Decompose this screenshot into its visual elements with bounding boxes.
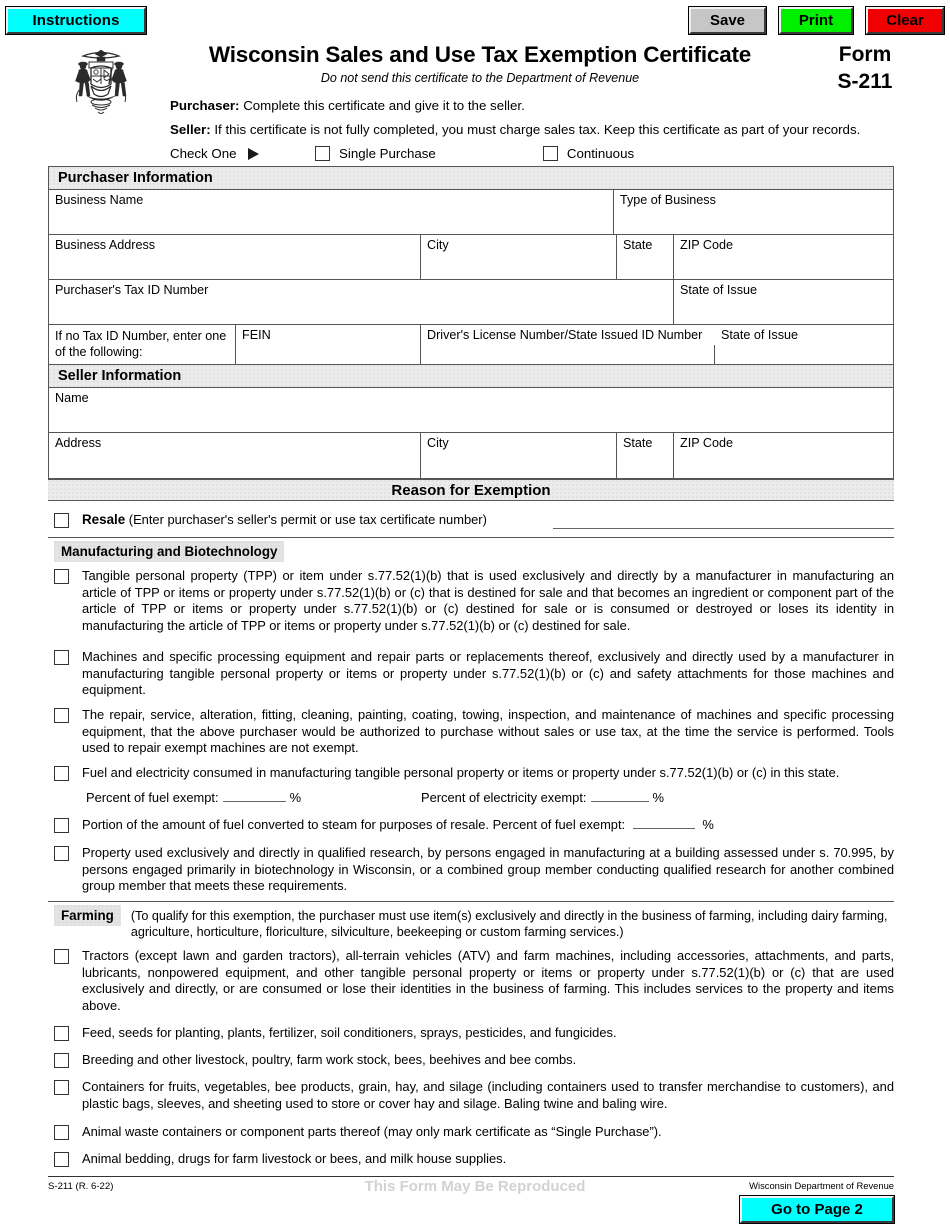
farming-item-6-checkbox[interactable] [54,1152,69,1167]
state-of-issue-field[interactable] [674,280,893,324]
purchaser-tax-id-field[interactable] [49,280,674,324]
resale-text [82,511,487,529]
seller-name-label: Name [55,391,89,405]
no-tax-id-line1: If no Tax ID Number, enter one [55,329,227,343]
business-address-label: Business Address [55,238,156,252]
reason-for-exemption-heading: Reason for Exemption [48,479,894,501]
state-of-issue-2-label: State of Issue [721,328,799,342]
farming-item-1-checkbox[interactable] [54,949,69,964]
farming-item-2-checkbox[interactable] [54,1026,69,1041]
resale-permit-number-input[interactable] [553,528,894,529]
drivers-license-label: Driver's License Number/State Issued ID Number [427,328,703,342]
reproduction-notice: This Form May Be Reproduced [364,1178,586,1195]
divider [48,901,894,902]
farming-section [54,905,894,941]
seller-instruction [170,122,860,137]
continuous-option[interactable] [543,146,634,161]
purchaser-instruction [170,98,525,113]
purchaser-information-table [48,166,894,370]
no-tax-id-line2: of the following: [55,345,143,360]
table-row [49,433,893,478]
manufacturing-item-1[interactable] [54,568,894,634]
farming-item-4-text: Containers for fruits, vegetables, bee products, grain, hay, and silage (including containers used to transfer merchandise to customers), and plastic bags, sleeves, and sheeting used to store or cover hay and silage. Baling twine and baling wire. [82,1079,894,1111]
business-address-field[interactable] [49,235,421,279]
farming-item-5-checkbox[interactable] [54,1125,69,1140]
fuel-percent-symbol: % [289,790,302,805]
electricity-percent-row [421,790,664,805]
table-row [49,280,893,325]
fuel-percent-row [86,790,301,805]
right-triangle-arrow-icon [248,148,259,160]
purchaser-tax-id-label: Purchaser's Tax ID Number [55,283,209,297]
resale-label: Resale [82,512,126,527]
check-one-label: Check One [170,146,237,161]
seller-state-field[interactable] [617,433,674,478]
farming-note-line1: (To qualify for this exemption, the purchaser must use item(s) exclusively and directly in the business of farming, including dairy [130,909,839,923]
farming-note [131,905,894,941]
farming-item-3-text: Breeding and other livestock, poultry, farm work stock, bees, beehives and bee combs. [82,1052,577,1067]
business-name-label: Business Name [55,193,144,207]
city-field[interactable] [421,235,617,279]
table-row [49,388,893,433]
seller-name-field[interactable] [49,388,893,432]
seller-city-label: City [427,436,449,450]
farming-item-2[interactable] [54,1025,894,1042]
page-subtitle: Do not send this certificate to the Department of Revenue [320,71,640,85]
type-of-business-field[interactable] [614,190,893,234]
farming-item-4-checkbox[interactable] [54,1080,69,1095]
zip-code-label: ZIP Code [680,238,733,252]
toolbar [0,0,950,36]
single-purchase-checkbox[interactable] [315,146,330,161]
farming-item-4[interactable] [54,1079,894,1112]
resale-note: (Enter purchaser's seller's permit or use tax certificate number) [128,512,487,527]
no-tax-id-instruction [49,325,236,369]
manufacturing-item-5-checkbox[interactable] [54,818,69,833]
wisconsin-state-seal-icon [65,44,137,122]
seller-instruction-text: If this certificate is not fully completed, you must charge sales tax. Keep this certificate as part of your records. [214,122,861,137]
city-label: City [427,238,449,252]
farming-item-5[interactable] [54,1124,894,1141]
manufacturing-item-5-text [82,817,714,834]
fein-field[interactable] [236,325,421,369]
manufacturing-item-6-checkbox[interactable] [54,846,69,861]
manufacturing-item-5[interactable] [54,817,894,834]
divider [48,1176,894,1177]
seller-state-label: State [623,436,653,450]
single-purchase-option[interactable] [315,146,436,161]
manufacturing-item-3-text: The repair, service, alteration, fitting, cleaning, painting, coating, towing, inspection, and maintenance of machines and specific processing equipment, that the above purchaser would be authorized to purchase without sales or use tax, at the time the service is performed. Tools used to repair exempt machines are not exempt. [82,707,894,756]
check-one-row [170,146,634,161]
farming-item-3[interactable] [54,1052,894,1069]
seller-zip-code-field[interactable] [674,433,893,478]
fuel-percent-input[interactable] [223,791,286,802]
manufacturing-item-6-text: Property used exclusively and directly in qualified research, by persons engaged in manufacturing at a building assessed under s. 70.995, by persons engaged primarily in biotechnology in Wisconsin, or a combined group member conducting qualified research for another combined group member that meets these requirements. [82,845,894,894]
steam-fuel-percent-symbol: % [702,817,714,832]
business-name-field[interactable] [49,190,614,234]
seller-zip-code-label: ZIP Code [680,436,733,450]
table-row [49,235,893,280]
type-of-business-label: Type of Business [620,193,716,207]
agency-label: Wisconsin Department of Revenue [749,1180,894,1191]
state-label: State [623,238,653,252]
form-revision-label: S-211 (R. 6-22) [48,1181,114,1192]
electricity-percent-input[interactable] [591,791,649,802]
farming-note-line2: farming, agriculture, horticulture, floriculture, silviculture, beekeeping or custom farming services.) [130,909,888,940]
table-row [49,325,893,369]
farming-item-2-text: Feed, seeds for planting, plants, fertilizer, soil conditioners, sprays, pesticides, and fungicides. [82,1025,617,1040]
print-button[interactable]: Print [779,7,853,34]
save-button[interactable]: Save [689,7,766,34]
manufacturing-item-4[interactable] [54,765,894,782]
form-number-label: S-211 [837,70,893,93]
zip-code-field[interactable] [674,235,893,279]
farming-item-6-text: Animal bedding, drugs for farm livestock or bees, and milk house supplies. [82,1151,507,1166]
farming-item-6[interactable] [54,1151,894,1168]
page-title: Wisconsin Sales and Use Tax Exemption Certificate [208,42,752,67]
manufacturing-item-2-checkbox[interactable] [54,650,69,665]
electricity-percent-symbol: % [652,790,664,805]
seller-information-table [48,364,894,479]
farming-item-1-text: Tractors (except lawn and garden tractors), all-terrain vehicles (ATV) and farm machines, including accessories, attachments, and parts, lubricants, nonpowered equipment, and other tangible personal property or items or property under s.77.52(1)(b) or (c) that are used exclusively and directly, or are consumed or lose their identities in the business of farming. This includes services to the property and items above. [82,948,894,1013]
farming-item-1[interactable] [54,948,894,1014]
drivers-license-and-state-group [421,325,893,369]
manufacturing-item-5-label: Portion of the amount of fuel converted to steam for purposes of resale. Percent of fuel exempt: [82,817,626,832]
continuous-label: Continuous [566,146,635,161]
manufacturing-item-4-checkbox[interactable] [54,766,69,781]
manufacturing-item-2-text: Machines and specific processing equipment and repair parts or replacements thereof, exclusively and directly used by a manufacturer in manufacturing tangible personal property or items or property under s.77.52(1)(b) or (c) and safety attachments for those machines and equipment. [82,649,894,698]
purchaser-information-heading: Purchaser Information [49,167,893,190]
seller-instruction-label: Seller: [170,122,211,137]
manufacturing-item-3-checkbox[interactable] [54,708,69,723]
manufacturing-item-2[interactable] [54,649,894,699]
go-to-page-2-button[interactable]: Go to Page 2 [740,1196,894,1223]
farming-item-3-checkbox[interactable] [54,1053,69,1068]
farming-item-5-text: Animal waste containers or component parts thereof (may only mark certificate as “Single Purchase”). [82,1124,662,1139]
purchaser-instruction-label: Purchaser: [170,98,240,113]
purchaser-instruction-text: Complete this certificate and give it to the seller. [243,98,525,113]
fuel-percent-label: Percent of fuel exempt: [86,790,219,805]
electricity-percent-label: Percent of electricity exempt: [421,790,587,805]
table-row [49,190,893,235]
farming-badge: Farming [54,905,121,926]
state-field[interactable] [617,235,674,279]
manufacturing-biotechnology-badge: Manufacturing and Biotechnology [54,541,284,562]
seller-city-field[interactable] [421,433,617,478]
manufacturing-item-1-text: Tangible personal property (TPP) or item under s.77.52(1)(b) that is used exclusively and directly by a manufacturer in manufacturing an article of TPP or items or property under s.77.52(1)(b) or (c) that is destined for sale and that becomes an ingredient or component part of the article of TPP or items or property under s.77.52(1)(b) or (c) destined for sale or is consumed or destroyed or loses its identity in manufacturing the article of TPP or items or property under s.77.52(1)(b) or (c) destined for sale. [82,568,894,633]
fein-label: FEIN [242,328,271,342]
form-word-label: Form [838,43,892,66]
divider [48,537,894,538]
form-header [0,36,950,164]
resale-item[interactable] [54,511,894,529]
state-of-issue-label: State of Issue [680,283,758,297]
manufacturing-item-4-text: Fuel and electricity consumed in manufacturing tangible personal property or items or property under s.77.52(1)(b) or (c) in this state. [82,765,840,780]
seller-address-field[interactable] [49,433,421,478]
continuous-checkbox[interactable] [543,146,558,161]
instructions-button[interactable]: Instructions [6,7,146,34]
manufacturing-item-1-checkbox[interactable] [54,569,69,584]
resale-checkbox[interactable] [54,513,69,528]
seller-information-heading: Seller Information [49,365,893,388]
manufacturing-item-3[interactable] [54,707,894,757]
seller-address-label: Address [55,436,102,450]
single-purchase-label: Single Purchase [339,146,436,161]
manufacturing-item-6[interactable] [54,845,894,895]
steam-fuel-percent-input[interactable] [633,818,695,829]
clear-button[interactable]: Clear [866,7,944,34]
